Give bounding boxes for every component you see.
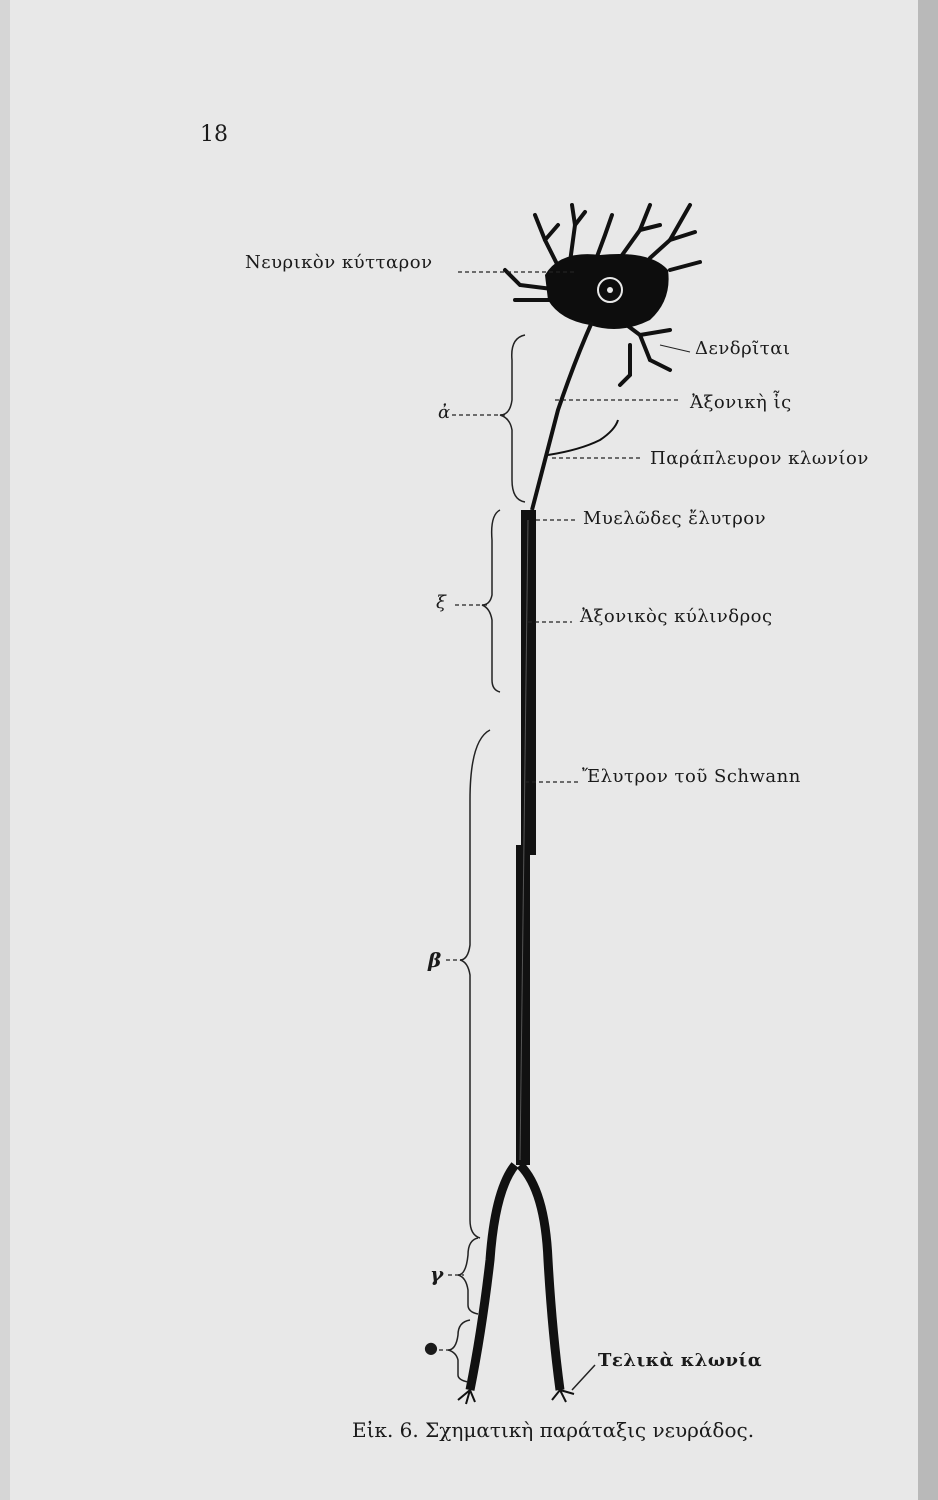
label-dendrites: Δενδρῖται xyxy=(695,338,791,359)
page-left-edge xyxy=(0,0,10,1500)
label-schwann-sheath: Ἔλυτρον τοῦ Schwann xyxy=(582,766,801,787)
label-collateral: Παράπλευρον κλωνίον xyxy=(650,448,869,469)
nucleolus xyxy=(607,287,613,293)
node-of-ranvier xyxy=(511,705,521,715)
figure-caption: Εἰκ. 6. Σχηματικὴ παράταξις νευράδος. xyxy=(352,1418,755,1442)
page-number: 18 xyxy=(200,122,228,147)
label-terminal-branches: Τελικὰ κλωνία xyxy=(598,1350,763,1371)
label-axon-hillock: Ἀξονικὴ ἶς xyxy=(690,392,792,413)
label-myelin-sheath: Μυελῶδες ἔλυτρον xyxy=(583,508,767,529)
page-edge xyxy=(918,0,938,1500)
myelin-sheath-segment-1 xyxy=(521,510,536,855)
segment-letter-d: γ xyxy=(430,1262,444,1286)
label-axis-cylinder: Ἀξονικὸς κύλινδρος xyxy=(580,606,773,627)
segment-letter-c: β xyxy=(428,948,442,972)
segment-letter-a: ἀ xyxy=(438,402,451,423)
segment-letter-b: ξ xyxy=(436,592,446,613)
label-nerve-cell: Νευρικὸν κύτταρον xyxy=(245,252,433,273)
segment-letter-e: ● xyxy=(424,1338,438,1357)
